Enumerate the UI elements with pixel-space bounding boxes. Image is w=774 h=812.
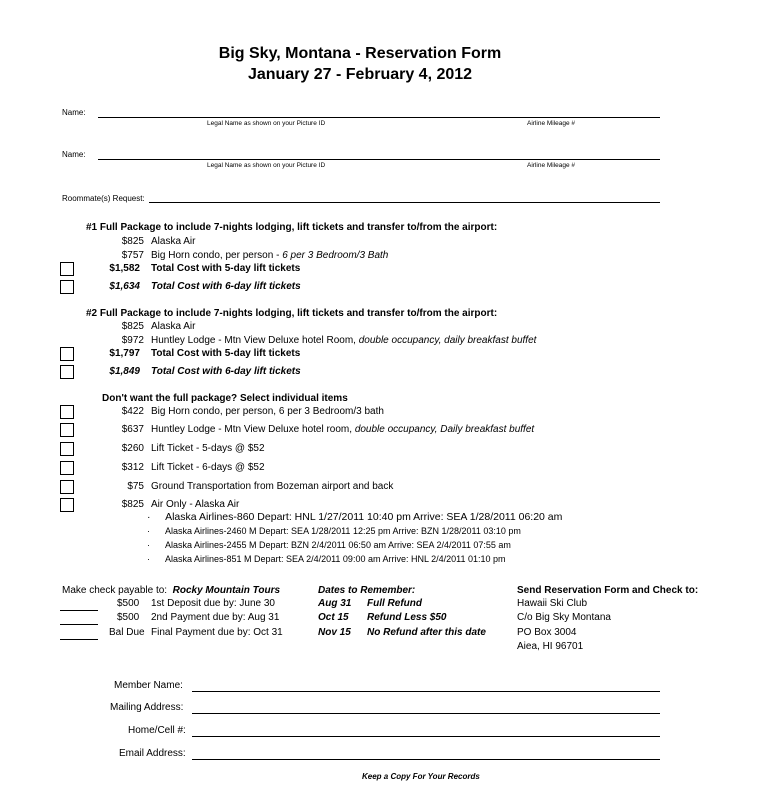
roommate-label: Roommate(s) Request:	[62, 194, 145, 203]
package1-6day-text: Total Cost with 6-day lift tickets	[151, 281, 301, 292]
package1-line1-text: Alaska Air	[151, 236, 196, 247]
item-air-price: $825	[121, 499, 144, 510]
mailing-address-label: Mailing Address:	[110, 702, 184, 713]
individual-heading: Don't want the full package? Select individual items	[102, 393, 348, 404]
item-lift5-text: Lift Ticket - 5-days @ $52	[151, 443, 265, 454]
package1-5day-text: Total Cost with 5-day lift tickets	[151, 263, 301, 274]
item-lodge-price: $637	[121, 424, 144, 435]
dates-heading: Dates to Remember:	[318, 585, 416, 596]
package2-5day-text: Total Cost with 5-day lift tickets	[151, 348, 301, 359]
home-cell-label: Home/Cell #:	[128, 725, 186, 736]
member-name-label: Member Name:	[114, 680, 183, 691]
item-ground-text: Ground Transportation from Bozeman airport and back	[151, 481, 394, 492]
item-condo-price: $422	[121, 406, 144, 417]
payment-amount-1: $500	[117, 598, 140, 609]
send-to-line-1: Hawaii Ski Club	[517, 598, 588, 609]
flight-4: · Alaska Airlines-851 M Depart: SEA 2/4/2011 09:00 am Arrive: HNL 2/4/2011 01:10 pm	[147, 554, 506, 564]
payment-blank-1[interactable]	[60, 610, 98, 611]
payment-text-2: 2nd Payment due by: Aug 31	[151, 612, 280, 623]
item-air-text: Air Only - Alaska Air	[151, 499, 240, 510]
item-ground-checkbox[interactable]	[60, 480, 74, 494]
package2-heading: #2 Full Package to include 7-nights lodging, lift tickets and transfer to/from the airport:	[86, 308, 498, 319]
member-name-line[interactable]	[192, 691, 660, 692]
package2-6day-checkbox[interactable]	[60, 365, 74, 379]
package1-5day-price: $1,582	[109, 263, 140, 274]
roommate-input-line[interactable]	[149, 202, 660, 203]
date-2: Oct 15	[318, 612, 349, 623]
flight-2: · Alaska Airlines-2460 M Depart: SEA 1/28/2011 12:25 pm Arrive: BZN 1/28/2011 03:10 pm	[147, 526, 521, 536]
package2-5day-price: $1,797	[109, 348, 140, 359]
send-to-line-3: PO Box 3004	[517, 627, 577, 638]
home-cell-line[interactable]	[192, 736, 660, 737]
name-label-2: Name:	[62, 150, 86, 159]
mileage-caption-1: Airline Mileage #	[527, 120, 576, 127]
name-input-line-2[interactable]	[98, 159, 660, 160]
item-lift5-price: $260	[121, 443, 144, 454]
form-dates: January 27 - February 4, 2012	[247, 66, 473, 83]
item-lift5-checkbox[interactable]	[60, 442, 74, 456]
package2-line1-price: $825	[121, 321, 144, 332]
legal-name-caption-2: Legal Name as shown on your Picture ID	[207, 162, 326, 169]
payment-text-1: 1st Deposit due by: June 30	[151, 598, 275, 609]
package1-5day-checkbox[interactable]	[60, 262, 74, 276]
payment-blank-3[interactable]	[60, 639, 98, 640]
date-2-text: Refund Less $50	[367, 612, 447, 623]
item-lift6-checkbox[interactable]	[60, 461, 74, 475]
package1-6day-price: $1,634	[109, 281, 140, 292]
form-title: Big Sky, Montana - Reservation Form	[218, 45, 502, 62]
item-condo-text: Big Horn condo, per person, 6 per 3 Bedroom/3 bath	[151, 406, 384, 417]
payment-blank-2[interactable]	[60, 624, 98, 625]
item-ground-price: $75	[127, 481, 144, 492]
package2-line2-price: $972	[121, 335, 144, 346]
package1-heading: #1 Full Package to include 7-nights lodging, lift tickets and transfer to/from the airport:	[86, 222, 498, 233]
item-lift6-price: $312	[121, 462, 144, 473]
payment-text-3: Final Payment due by: Oct 31	[151, 627, 283, 638]
item-condo-checkbox[interactable]	[60, 405, 74, 419]
date-3-text: No Refund after this date	[367, 627, 486, 638]
package1-line1-price: $825	[121, 236, 144, 247]
package2-line2-text: Huntley Lodge - Mtn View Deluxe hotel Room, double occupancy, daily breakfast buffet	[151, 335, 537, 346]
name-label-1: Name:	[62, 108, 86, 117]
send-to-line-4: Aiea, HI 96701	[517, 641, 584, 652]
date-1: Aug 31	[318, 598, 352, 609]
payment-amount-3: Bal Due	[109, 627, 145, 638]
package2-5day-checkbox[interactable]	[60, 347, 74, 361]
mailing-address-line[interactable]	[192, 713, 660, 714]
flight-1: · Alaska Airlines-860 Depart: HNL 1/27/2011 10:40 pm Arrive: SEA 1/28/2011 06:20 am	[147, 511, 563, 523]
package1-line2-text: Big Horn condo, per person - 6 per 3 Bedroom/3 Bath	[151, 250, 389, 261]
date-1-text: Full Refund	[367, 598, 422, 609]
email-address-line[interactable]	[192, 759, 660, 760]
footer-note: Keep a Copy For Your Records	[362, 772, 480, 781]
flight-3: · Alaska Airlines-2455 M Depart: BZN 2/4/2011 06:50 am Arrive: SEA 2/4/2011 07:55 am	[147, 540, 511, 550]
item-lift6-text: Lift Ticket - 6-days @ $52	[151, 462, 265, 473]
legal-name-caption-1: Legal Name as shown on your Picture ID	[207, 120, 326, 127]
item-lodge-text: Huntley Lodge - Mtn View Deluxe hotel room, double occupancy, Daily breakfast buffet	[151, 424, 535, 435]
package1-6day-checkbox[interactable]	[60, 280, 74, 294]
send-to-line-2: C/o Big Sky Montana	[517, 612, 611, 623]
payable-to: Make check payable to: Rocky Mountain Tours	[62, 585, 281, 596]
payment-amount-2: $500	[117, 612, 140, 623]
package1-line2-price: $757	[121, 250, 144, 261]
send-to-heading: Send Reservation Form and Check to:	[517, 585, 699, 596]
package2-line1-text: Alaska Air	[151, 321, 196, 332]
item-lodge-checkbox[interactable]	[60, 423, 74, 437]
package2-6day-price: $1,849	[109, 366, 140, 377]
mileage-caption-2: Airline Mileage #	[527, 162, 576, 169]
item-air-checkbox[interactable]	[60, 498, 74, 512]
date-3: Nov 15	[318, 627, 351, 638]
package2-6day-text: Total Cost with 6-day lift tickets	[151, 366, 301, 377]
name-input-line-1[interactable]	[98, 117, 660, 118]
email-address-label: Email Address:	[119, 748, 186, 759]
